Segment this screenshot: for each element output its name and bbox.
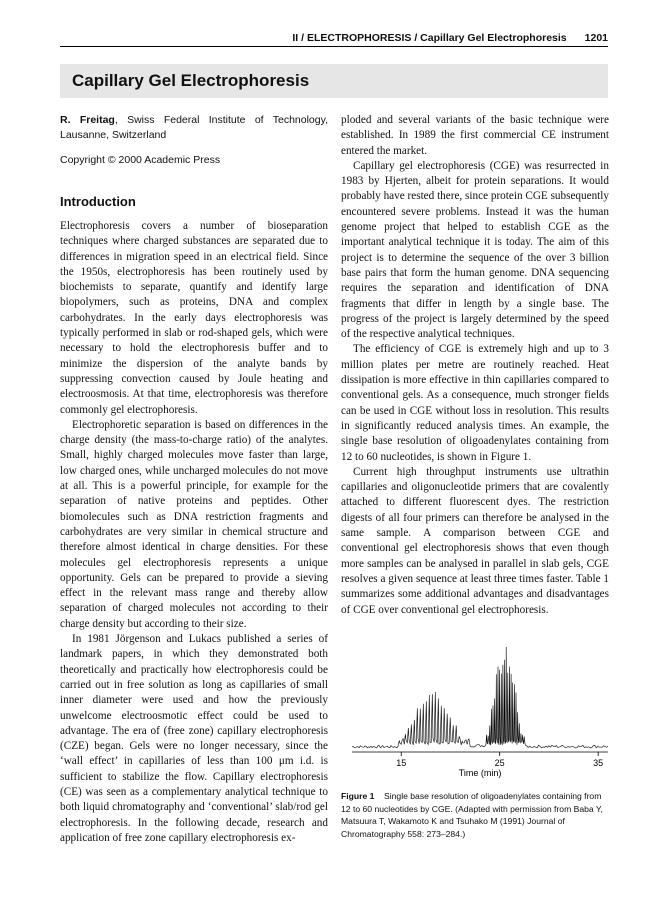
x-axis-label: Time (min) xyxy=(458,768,502,778)
paragraph-2: Electrophoretic separation is based on differences in the charge density (the mass-to-charge ratio) of the analytes. Small, highly charged molecules move faster than large, low charged ones, while uncharged molecules do not move at all. This is a powerful principle, for example for the separation of native proteins and peptides. Other biomolecules such as DNA restriction fragments and carbohydrates are very similar in chemical structure and therefore almost identical in charge densities. For these molecules gel electrophoresis represents a unique opportunity. Gels can be prepared to provide a sieving effect in the relevant mass range and thereby allow separation of charged molecules not according to their charge density but according to their size. xyxy=(60,418,328,630)
paragraph-6: Current high throughput instruments use ultrathin capillaries and oligonucleotide primers that are covalently attached to different fluorescent dyes. The restriction digests of all four primers can therefore be analysed in the same sample. A comparison between CGE and conventional gel electrophoresis shows that even though more samples can be analysed in parallel in slab gels, CGE resolves a given sequence at least three times faster. Table 1 summarizes some additional advantages and disadvantages of CGE over conventional gel electrophoresis. xyxy=(341,465,609,616)
paragraph-5: The efficiency of CGE is extremely high and up to 3 million plates per metre are routinely reached. Heat dissipation is more effective in thin capillaries compared to conventional gels. As a consequence, much stronger fields can be used in CGE without loss in resolution. This results in significantly reduced analysis times. An example, the single base resolution of oligoadenylates containing from 12 to 60 nucleotides, is shown in Figure 1. xyxy=(341,343,609,463)
electropherogram-trace xyxy=(352,647,608,748)
running-header xyxy=(60,30,608,46)
author-name: R. Freitag xyxy=(60,114,115,126)
figure-caption xyxy=(341,790,609,840)
paragraph-3-continued: ploded and several variants of the basic technique were established. In 1989 the first commercial CE instrument entered the market. xyxy=(341,114,609,157)
x-tick-label: 25 xyxy=(494,758,505,768)
electropherogram-chart xyxy=(350,640,612,780)
byline xyxy=(60,113,328,143)
title-bar xyxy=(60,64,608,98)
author-affiliation: , Swiss Federal Institute of Technology, Lausanne, Switzerland xyxy=(60,114,328,141)
x-ticks xyxy=(396,752,603,768)
page-number: 1201 xyxy=(584,32,608,44)
paragraph-1: Electrophoresis covers a number of bioseparation techniques where charged substances are separated due to differences in migration speed in an electrical field. Since the 1950s, electrophoresis has been routinely used by biochemists to separate, quantify and identify large biopolymers, such as proteins, DNA and complex carbohydrates. In the early days electrophoresis was typically performed in slab or rod-shaped gels, which were necessary to hold the electrophoresis buffer and to minimize the dispersion of the analyte bands by suppressing convection caused by Joule heating and electroosmosis. At that time, electrophoresis was therefore commonly gel electrophoresis. xyxy=(60,220,328,416)
copyright: Copyright © 2000 Academic Press xyxy=(60,154,221,166)
x-tick-label: 15 xyxy=(396,758,407,768)
left-column xyxy=(60,113,328,853)
figure-1 xyxy=(350,640,612,780)
section-heading-introduction: Introduction xyxy=(60,194,136,209)
article-title: Capillary Gel Electrophoresis xyxy=(72,71,310,90)
figure-caption-label: Figure 1 xyxy=(341,791,375,801)
figure-caption-text: Single base resolution of oligoadenylates containing from 12 to 60 nucleotides by CGE. (Adapted with permission from Baba Y, Matsuura T, Wakamoto K and Tsuhako M (1991) Journal of Chromatography 558: 273–284.) xyxy=(341,791,603,839)
paragraph-3: In 1981 Jörgenson and Lukacs published a series of landmark papers, in which they demonstrated both theoretically and practically how electrophoresis could be carried out in free solution as long as capillaries of small inner diameter were used and how the previously unwelcome electroosmotic effect could be used to advantage. The era of (free zone) capillary electrophoresis (CZE) began. Gels were no longer necessary, since the ‘wall effect’ in capillaries of less than 100 μm i.d. is sufficient to stabilize the flow. Capillary electrophoresis (CE) was seen as a complementary analytical technique to both liquid chromatography and ‘conventional’ slab/rod gel electrophoresis. In the following decade, research and application of free zone capillary electrophoresis ex- xyxy=(60,633,328,844)
x-tick-label: 35 xyxy=(593,758,604,768)
running-title: II / ELECTROPHORESIS / Capillary Gel Electrophoresis xyxy=(292,32,567,44)
trace-group xyxy=(352,647,608,748)
header-rule xyxy=(60,46,608,47)
paragraph-4: Capillary gel electrophoresis (CGE) was resurrected in 1983 by Hjerten, albeit for protein separations. It would probably have rested there, since protein CGE subsequently encountered severe problems. Instead it was the human genome project that helped to establish CGE as the important analytical technique it is today. The aim of this project is to determine the sequence of the over 3 billion base pairs that form the human genome. DNA sequencing requires the separation and identification of DNA fragments that differ in length by a single base. The progress of the project is largely determined by the speed of the respective analytical techniques. xyxy=(341,159,609,341)
